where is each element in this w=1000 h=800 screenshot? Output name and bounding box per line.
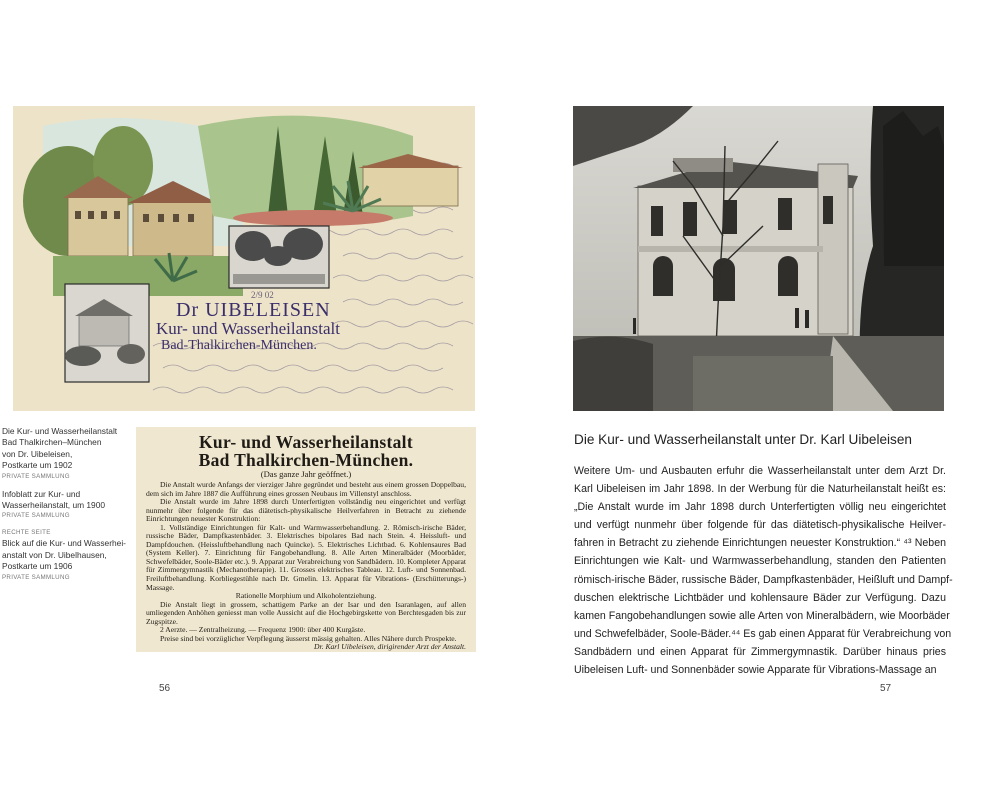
caption-credit: PRIVATE SAMMLUNG	[2, 512, 70, 520]
body-line: Weitere Um- und Ausbauten erfuhr die Wasserheilanstalt unter dem Arzt Dr.	[574, 465, 946, 477]
image-captions	[2, 426, 130, 590]
info-paragraph: 2 Aerzte. — Zentralheizung. — Frequenz 1900: über 400 Kurgäste.	[160, 625, 366, 635]
body-line: „Die Anstalt wurde im Jahr 1898 durch Unterfertigten völlig neu eingerichtet	[574, 501, 946, 514]
info-signature: Dr. Karl Uibeleisen, dirigirender Arzt der Anstalt.	[314, 642, 466, 652]
postcard-title-name: Dr UIBELEISEN	[176, 299, 331, 321]
caption-line: Blick auf die Kur- und Wasserhei-	[2, 538, 126, 549]
body-line: Uibeleisen Luft- und Sonnenbäder sowie Apparate für Vibrations-Massage an	[574, 664, 937, 677]
info-sheet-title-place: Bad Thalkirchen-München.	[198, 450, 414, 470]
body-line: duschen elektrische Lichtbäder und kohlensaure Bäder zur Verfügung. Dazu	[574, 591, 946, 604]
info-paragraph: Die Anstalt wurde Anfangs der vierziger Jahre gegründet und besteht aus einem grossen Doppelbau, dem sich im Jahre 1887 die Aufführung eines grossen Neubaus im Villenstyl anschloss.	[146, 480, 466, 498]
caption-credit: PRIVATE SAMMLUNG	[2, 472, 70, 480]
postcard-title-place: Bad-Thalkirchen-München.	[161, 338, 317, 353]
body-line: Karl Uibeleisen im Jahr 1898. In der Werbung für die Naturheilanstalt heißt es:	[574, 483, 946, 496]
info-sheet-title: Kur- und Wasserheilanstalt	[199, 432, 413, 452]
info-paragraph: Die Anstalt wurde im Jahre 1898 durch Unterfertigten vollständig neu eingerichtet und verfügt nunmehr über folgende für das diätetisch-physikalische Heilverfahren in Betracht zu ziehende Einrichtungen neuester Konstruktion:	[146, 497, 466, 524]
body-line: römisch-irische Bäder, russische Bäder, Dampfkastenbäder, Heißluft und Dampf-	[574, 573, 953, 586]
caption-infosheet	[2, 489, 130, 522]
postcard-postmark-date: 2/9 02	[251, 290, 274, 300]
caption-postcard	[2, 426, 130, 482]
info-paragraph: 1. Vollständige Einrichtungen für Kalt- und Warmwasserbehandlung. 2. Römisch-irische Bäder, russische Bäder, Dampfkastenbäder. 3. Elektrisches bipolares Bad nach Stein. 4. Heissluft- und Dampfdouchen. (Heissluftbehandlung nach Quincke). 5. Elektrisches Lichtbad. 6. Kohlensaures Bad (System Keller). 7. Einrichtung für Fangobehandlung. 8. Alle Arten Mineralbäder (Moorbäder, Schwefelbäder, Soole-Bäder etc.). 9. Apparat zur Verabreichung von Sandbädern. 10. Kompleter Apparat für Zimmergymnastik (Mechanotherapie). 11. Grosses elektrisches Tableau. 12. Luft- und Sonnenbad. Freiluftbehandlung. Korbliegestühle nach Dr. Gmelin. 13. Apparat für Vibrations- (Erschütterungs-) Massage.	[146, 522, 466, 592]
info-sheet-subtitle: (Das ganze Jahr geöffnet.)	[260, 469, 352, 479]
body-line: Sandbädern und einen Apparat für Zimmergymnastik. Darüber hinaus pries	[574, 645, 946, 658]
info-paragraph: Preise sind bei vorzüglicher Verpflegung äusserst mässig gehalten. Alles Nähere durch Prospekte.	[160, 633, 457, 643]
info-paragraph: Rationelle Morphium und Alkoholentziehung.	[235, 591, 377, 601]
page-number-right: 57	[880, 683, 892, 694]
body-line: Einrichtungen wie Kalt- und Warmwasserbehandlung, standen den Patienten	[574, 555, 946, 568]
postcard-image	[13, 106, 475, 411]
body-line: und verfügt nunmehr über folgende für das diätetisch-physikalische Heilver-	[574, 519, 946, 532]
caption-line: von Dr. Uibeleisen,	[2, 448, 73, 459]
caption-line: Bad Thalkirchen–München	[2, 437, 102, 448]
caption-line: Die Kur- und Wasserheilanstalt	[2, 426, 118, 436]
villa-photograph	[573, 106, 944, 411]
body-line: kamen Fangobehandlungen sowie alle Arten von Mineralbädern, wie Moorbäder	[574, 609, 950, 622]
page-number-left: 56	[159, 683, 171, 694]
caption-line: Postkarte um 1902	[2, 460, 73, 471]
caption-credit: PRIVATE SAMMLUNG	[2, 573, 70, 581]
info-sheet	[136, 427, 476, 652]
caption-line: Postkarte um 1906	[2, 561, 73, 572]
caption-line: anstalt von Dr. Uibelhausen,	[2, 549, 107, 560]
section-heading: Die Kur- und Wasserheilanstalt unter Dr. Karl Uibeleisen	[574, 432, 912, 447]
body-line: und Schwefelbäder, Soole-Bäder.⁴⁴ Es gab einen Apparat für Verabreichung von	[574, 627, 952, 640]
caption-line: Infoblatt zur Kur- und	[2, 488, 81, 499]
body-text	[574, 462, 953, 679]
postcard-title-subtitle: Kur- und Wasserheilanstalt	[156, 319, 340, 338]
caption-line: Wasserheilanstalt, um 1900	[2, 500, 106, 511]
body-line: fahren in Betracht zu ziehende Einrichtungen neuester Konstruktion.“ ⁴³ Neben	[574, 537, 946, 550]
info-paragraph: Die Anstalt liegt in grossem, schattigem Parke an der Isar und den Isaranlagen, auf allen umliegenden Anhöhen geniesst man volle Aussicht auf die Hochgebirgskette von Berchtesgaden bis zur Zugspitze.	[146, 599, 466, 626]
caption-right-page	[2, 528, 130, 582]
caption-label: RECHTE SEITE	[2, 529, 51, 537]
